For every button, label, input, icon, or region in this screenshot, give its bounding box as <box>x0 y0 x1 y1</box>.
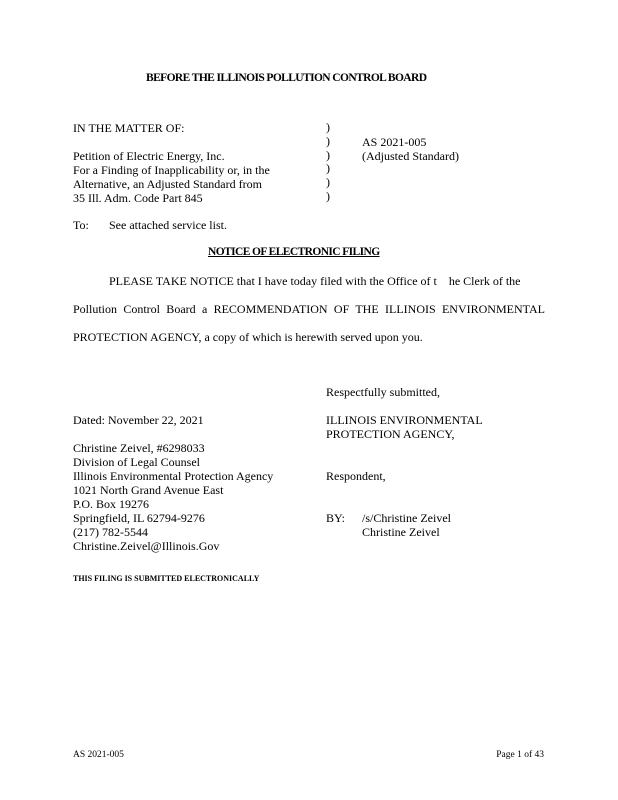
to-value: See attached service list. <box>109 218 227 232</box>
agency-line: PROTECTION AGENCY, <box>326 427 455 441</box>
electronic-signature: /s/Christine Zeivel <box>362 511 451 525</box>
petition-line: Petition of Electric Energy, Inc. <box>73 149 225 163</box>
footer-case-number: AS 2021-005 <box>73 750 124 760</box>
agency-line: ILLINOIS ENVIRONMENTAL <box>326 413 483 427</box>
respondent: Respondent, <box>326 469 386 483</box>
caption-parens <box>326 121 334 204</box>
respectfully-submitted: Respectfully submitted, <box>326 385 440 399</box>
paren: ) <box>326 133 330 148</box>
notice-line-1: PLEASE TAKE NOTICE that I have today filed with the Office of t he Clerk of the <box>109 274 521 288</box>
by-block <box>362 511 451 539</box>
counsel-line: Division of Legal Counsel <box>73 455 200 469</box>
petition-line: For a Finding of Inapplicability or, in the <box>73 163 270 177</box>
agency-block <box>326 413 483 441</box>
paren: ) <box>326 147 330 162</box>
footer-page-number: Page 1 of 43 <box>496 750 544 760</box>
to-label: To: <box>73 218 89 232</box>
notice-line-2: Pollution Control Board a RECOMMENDATION OF THE ILLINOIS ENVIRONMENTAL <box>73 302 545 316</box>
counsel-line: (217) 782-5544 <box>73 525 148 539</box>
counsel-line: Springfield, IL 62794-9276 <box>73 511 205 525</box>
counsel-line: Illinois Environmental Protection Agency <box>73 469 274 483</box>
paren: ) <box>326 175 330 190</box>
notice-line-3: PROTECTION AGENCY, a copy of which is herewith served upon you. <box>73 330 423 344</box>
case-number: AS 2021-005 <box>362 135 427 149</box>
petition-line: 35 Ill. Adm. Code Part 845 <box>73 191 203 205</box>
document-title: BEFORE THE ILLINOIS POLLUTION CONTROL BOARD <box>146 72 427 84</box>
dated: Dated: November 22, 2021 <box>73 413 204 427</box>
counsel-line: Christine.Zeivel@Illinois.Gov <box>73 539 220 553</box>
paren: ) <box>326 188 330 203</box>
in-the-matter-of: IN THE MATTER OF: <box>73 121 185 135</box>
counsel-block <box>73 441 273 553</box>
petition-line: Alternative, an Adjusted Standard from <box>73 177 262 191</box>
case-type: (Adjusted Standard) <box>362 149 459 163</box>
electronic-filing-notice: THIS FILING IS SUBMITTED ELECTRONICALLY <box>73 574 260 583</box>
paren: ) <box>326 120 330 134</box>
counsel-line: Christine Zeivel, #6298033 <box>73 441 205 455</box>
notice-heading-wrap <box>208 246 406 258</box>
by-label: BY: <box>326 511 345 525</box>
signer-name: Christine Zeivel <box>362 525 440 539</box>
counsel-line: P.O. Box 19276 <box>73 497 150 511</box>
paren: ) <box>326 161 330 176</box>
petition-block <box>73 149 270 205</box>
counsel-line: 1021 North Grand Avenue East <box>73 483 224 497</box>
notice-heading: NOTICE OF ELECTRONIC FILING <box>208 246 380 258</box>
